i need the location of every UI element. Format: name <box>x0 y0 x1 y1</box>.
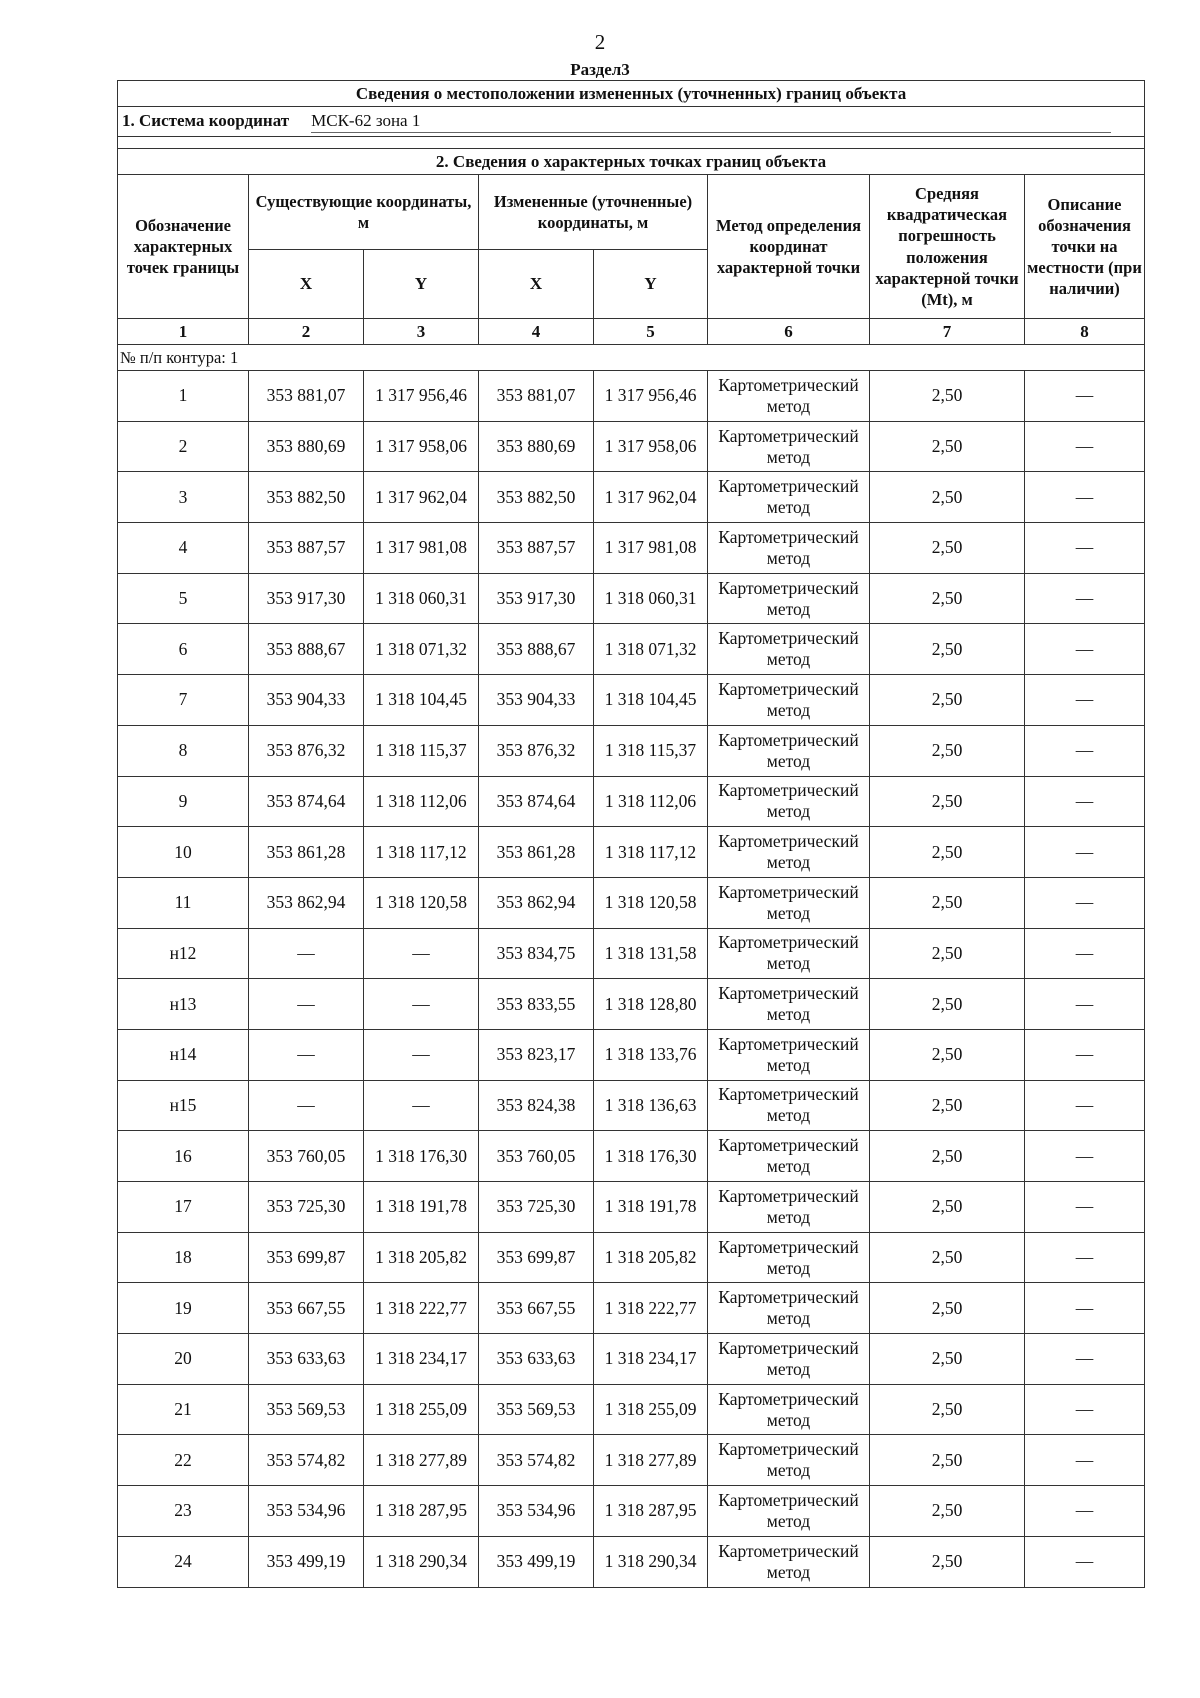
existing-x-cell: 353 881,07 <box>249 371 364 422</box>
header-existing: Существующие координаты, м <box>249 175 479 250</box>
existing-y-cell: 1 318 191,78 <box>364 1182 479 1233</box>
table-row <box>118 979 1145 1030</box>
changed-y-cell: 1 318 287,95 <box>594 1486 708 1537</box>
page-number: 2 <box>594 30 606 54</box>
table-row <box>118 725 1145 776</box>
existing-x-cell: 353 888,67 <box>249 624 364 675</box>
header-existing-x: X <box>249 250 364 319</box>
column-number: 5 <box>594 319 708 345</box>
changed-y-cell: 1 318 222,77 <box>594 1283 708 1334</box>
changed-y-cell: 1 318 128,80 <box>594 979 708 1030</box>
changed-x-cell: 353 887,57 <box>479 523 594 574</box>
contour-label: № п/п контура: 1 <box>118 345 1145 371</box>
table-title: Сведения о местоположении измененных (уточненных) границ объекта <box>118 81 1145 107</box>
error-cell: 2,50 <box>870 371 1025 422</box>
point-cell: 22 <box>118 1435 249 1486</box>
error-cell: 2,50 <box>870 472 1025 523</box>
header-point: Обозначение характерных точек границы <box>118 175 249 319</box>
point-cell: н14 <box>118 1029 249 1080</box>
changed-y-cell: 1 318 117,12 <box>594 827 708 878</box>
table-row <box>118 624 1145 675</box>
point-cell: 1 <box>118 371 249 422</box>
existing-x-cell: 353 499,19 <box>249 1536 364 1587</box>
method-cell: Картометрический метод <box>708 1080 870 1131</box>
desc-cell: — <box>1025 1334 1145 1385</box>
point-cell: н13 <box>118 979 249 1030</box>
existing-y-cell: 1 318 112,06 <box>364 776 479 827</box>
changed-y-cell: 1 318 136,63 <box>594 1080 708 1131</box>
existing-y-cell: 1 318 120,58 <box>364 877 479 928</box>
desc-cell: — <box>1025 725 1145 776</box>
header-changed-x: X <box>479 250 594 319</box>
column-number: 2 <box>249 319 364 345</box>
method-cell: Картометрический метод <box>708 776 870 827</box>
changed-x-cell: 353 667,55 <box>479 1283 594 1334</box>
changed-y-cell: 1 318 060,31 <box>594 573 708 624</box>
existing-y-cell: 1 317 958,06 <box>364 421 479 472</box>
table-row <box>118 523 1145 574</box>
point-cell: н12 <box>118 928 249 979</box>
existing-x-cell: 353 887,57 <box>249 523 364 574</box>
method-cell: Картометрический метод <box>708 1232 870 1283</box>
method-cell: Картометрический метод <box>708 877 870 928</box>
existing-y-cell: 1 318 290,34 <box>364 1536 479 1587</box>
error-cell: 2,50 <box>870 979 1025 1030</box>
header-changed: Измененные (уточненные) координаты, м <box>479 175 708 250</box>
desc-cell: — <box>1025 421 1145 472</box>
existing-y-cell: 1 317 956,46 <box>364 371 479 422</box>
existing-x-cell: 353 880,69 <box>249 421 364 472</box>
column-number: 1 <box>118 319 249 345</box>
changed-x-cell: 353 760,05 <box>479 1131 594 1182</box>
changed-y-cell: 1 318 176,30 <box>594 1131 708 1182</box>
error-cell: 2,50 <box>870 1384 1025 1435</box>
error-cell: 2,50 <box>870 523 1025 574</box>
existing-x-cell: 353 874,64 <box>249 776 364 827</box>
column-number: 3 <box>364 319 479 345</box>
existing-x-cell: 353 569,53 <box>249 1384 364 1435</box>
existing-y-cell: 1 318 205,82 <box>364 1232 479 1283</box>
existing-y-cell: — <box>364 1080 479 1131</box>
table-row <box>118 1435 1145 1486</box>
existing-x-cell: 353 904,33 <box>249 675 364 726</box>
changed-y-cell: 1 318 115,37 <box>594 725 708 776</box>
desc-cell: — <box>1025 1182 1145 1233</box>
desc-cell: — <box>1025 624 1145 675</box>
point-cell: 11 <box>118 877 249 928</box>
changed-y-cell: 1 317 981,08 <box>594 523 708 574</box>
method-cell: Картометрический метод <box>708 1486 870 1537</box>
table-row <box>118 573 1145 624</box>
point-cell: 10 <box>118 827 249 878</box>
table-row <box>118 1131 1145 1182</box>
method-cell: Картометрический метод <box>708 928 870 979</box>
error-cell: 2,50 <box>870 776 1025 827</box>
changed-y-cell: 1 317 962,04 <box>594 472 708 523</box>
method-cell: Картометрический метод <box>708 675 870 726</box>
existing-y-cell: 1 318 071,32 <box>364 624 479 675</box>
point-cell: 8 <box>118 725 249 776</box>
header-method: Метод определения координат характерной точки <box>708 175 870 319</box>
coord-system-value: МСК-62 зона 1 <box>311 111 1111 133</box>
changed-x-cell: 353 823,17 <box>479 1029 594 1080</box>
changed-y-cell: 1 318 255,09 <box>594 1384 708 1435</box>
changed-x-cell: 353 881,07 <box>479 371 594 422</box>
spacer-row <box>118 137 1145 149</box>
desc-cell: — <box>1025 573 1145 624</box>
table-row <box>118 1486 1145 1537</box>
column-number: 6 <box>708 319 870 345</box>
point-cell: 19 <box>118 1283 249 1334</box>
existing-y-cell: 1 318 117,12 <box>364 827 479 878</box>
point-cell: 2 <box>118 421 249 472</box>
existing-y-cell: 1 317 962,04 <box>364 472 479 523</box>
table-row <box>118 472 1145 523</box>
existing-x-cell: — <box>249 928 364 979</box>
section-title: Раздел3 <box>570 60 630 79</box>
changed-x-cell: 353 876,32 <box>479 725 594 776</box>
table-row <box>118 675 1145 726</box>
desc-cell: — <box>1025 1384 1145 1435</box>
method-cell: Картометрический метод <box>708 1131 870 1182</box>
desc-cell: — <box>1025 1232 1145 1283</box>
error-cell: 2,50 <box>870 624 1025 675</box>
method-cell: Картометрический метод <box>708 573 870 624</box>
header-error: Средняя квадратическая погрешность положения характерной точки (Mt), м <box>870 175 1025 319</box>
changed-x-cell: 353 833,55 <box>479 979 594 1030</box>
point-cell: 16 <box>118 1131 249 1182</box>
existing-x-cell: 353 917,30 <box>249 573 364 624</box>
changed-y-cell: 1 318 120,58 <box>594 877 708 928</box>
point-cell: 24 <box>118 1536 249 1587</box>
table-row <box>118 1029 1145 1080</box>
desc-cell: — <box>1025 1536 1145 1587</box>
table-row <box>118 1080 1145 1131</box>
existing-x-cell: 353 862,94 <box>249 877 364 928</box>
error-cell: 2,50 <box>870 1080 1025 1131</box>
changed-x-cell: 353 499,19 <box>479 1536 594 1587</box>
method-cell: Картометрический метод <box>708 472 870 523</box>
method-cell: Картометрический метод <box>708 1283 870 1334</box>
header-existing-y: Y <box>364 250 479 319</box>
table-row <box>118 1182 1145 1233</box>
table-row <box>118 1232 1145 1283</box>
method-cell: Картометрический метод <box>708 1029 870 1080</box>
point-cell: 18 <box>118 1232 249 1283</box>
point-cell: 20 <box>118 1334 249 1385</box>
changed-x-cell: 353 904,33 <box>479 675 594 726</box>
existing-x-cell: 353 725,30 <box>249 1182 364 1233</box>
existing-y-cell: — <box>364 928 479 979</box>
table-row <box>118 1334 1145 1385</box>
point-cell: 5 <box>118 573 249 624</box>
error-cell: 2,50 <box>870 421 1025 472</box>
header-changed-y: Y <box>594 250 708 319</box>
existing-x-cell: — <box>249 1080 364 1131</box>
existing-x-cell: 353 861,28 <box>249 827 364 878</box>
existing-x-cell: — <box>249 979 364 1030</box>
error-cell: 2,50 <box>870 1131 1025 1182</box>
changed-x-cell: 353 917,30 <box>479 573 594 624</box>
method-cell: Картометрический метод <box>708 523 870 574</box>
desc-cell: — <box>1025 371 1145 422</box>
column-number: 8 <box>1025 319 1145 345</box>
existing-x-cell: 353 876,32 <box>249 725 364 776</box>
error-cell: 2,50 <box>870 1182 1025 1233</box>
changed-x-cell: 353 880,69 <box>479 421 594 472</box>
error-cell: 2,50 <box>870 675 1025 726</box>
changed-y-cell: 1 318 234,17 <box>594 1334 708 1385</box>
method-cell: Картометрический метод <box>708 979 870 1030</box>
existing-y-cell: 1 317 981,08 <box>364 523 479 574</box>
desc-cell: — <box>1025 1131 1145 1182</box>
changed-y-cell: 1 318 290,34 <box>594 1536 708 1587</box>
existing-y-cell: 1 318 115,37 <box>364 725 479 776</box>
existing-y-cell: 1 318 104,45 <box>364 675 479 726</box>
changed-x-cell: 353 633,63 <box>479 1334 594 1385</box>
point-cell: 23 <box>118 1486 249 1537</box>
point-cell: н15 <box>118 1080 249 1131</box>
point-cell: 3 <box>118 472 249 523</box>
desc-cell: — <box>1025 928 1145 979</box>
desc-cell: — <box>1025 1283 1145 1334</box>
point-cell: 6 <box>118 624 249 675</box>
existing-x-cell: 353 633,63 <box>249 1334 364 1385</box>
method-cell: Картометрический метод <box>708 624 870 675</box>
desc-cell: — <box>1025 1029 1145 1080</box>
desc-cell: — <box>1025 675 1145 726</box>
error-cell: 2,50 <box>870 877 1025 928</box>
changed-x-cell: 353 534,96 <box>479 1486 594 1537</box>
changed-y-cell: 1 318 205,82 <box>594 1232 708 1283</box>
point-cell: 21 <box>118 1384 249 1435</box>
desc-cell: — <box>1025 1435 1145 1486</box>
method-cell: Картометрический метод <box>708 725 870 776</box>
changed-x-cell: 353 834,75 <box>479 928 594 979</box>
changed-y-cell: 1 318 277,89 <box>594 1435 708 1486</box>
desc-cell: — <box>1025 472 1145 523</box>
point-cell: 4 <box>118 523 249 574</box>
error-cell: 2,50 <box>870 827 1025 878</box>
error-cell: 2,50 <box>870 1232 1025 1283</box>
existing-x-cell: 353 574,82 <box>249 1435 364 1486</box>
table-row <box>118 371 1145 422</box>
table-row <box>118 421 1145 472</box>
desc-cell: — <box>1025 979 1145 1030</box>
error-cell: 2,50 <box>870 1435 1025 1486</box>
table-row <box>118 1384 1145 1435</box>
desc-cell: — <box>1025 1486 1145 1537</box>
boundary-points-table <box>117 80 1145 1588</box>
changed-y-cell: 1 318 112,06 <box>594 776 708 827</box>
existing-y-cell: — <box>364 1029 479 1080</box>
table-subtitle: 2. Сведения о характерных точках границ объекта <box>118 149 1145 175</box>
existing-x-cell: 353 534,96 <box>249 1486 364 1537</box>
changed-x-cell: 353 699,87 <box>479 1232 594 1283</box>
method-cell: Картометрический метод <box>708 421 870 472</box>
existing-y-cell: 1 318 277,89 <box>364 1435 479 1486</box>
error-cell: 2,50 <box>870 725 1025 776</box>
error-cell: 2,50 <box>870 1334 1025 1385</box>
existing-y-cell: 1 318 234,17 <box>364 1334 479 1385</box>
desc-cell: — <box>1025 877 1145 928</box>
changed-x-cell: 353 824,38 <box>479 1080 594 1131</box>
existing-y-cell: 1 318 176,30 <box>364 1131 479 1182</box>
table-row <box>118 1536 1145 1587</box>
method-cell: Картометрический метод <box>708 371 870 422</box>
table-row <box>118 776 1145 827</box>
existing-x-cell: — <box>249 1029 364 1080</box>
table-row <box>118 827 1145 878</box>
method-cell: Картометрический метод <box>708 1182 870 1233</box>
error-cell: 2,50 <box>870 1536 1025 1587</box>
method-cell: Картометрический метод <box>708 1435 870 1486</box>
method-cell: Картометрический метод <box>708 827 870 878</box>
column-number: 4 <box>479 319 594 345</box>
table-row <box>118 928 1145 979</box>
existing-x-cell: 353 882,50 <box>249 472 364 523</box>
changed-x-cell: 353 862,94 <box>479 877 594 928</box>
changed-x-cell: 353 861,28 <box>479 827 594 878</box>
existing-x-cell: 353 760,05 <box>249 1131 364 1182</box>
column-number: 7 <box>870 319 1025 345</box>
method-cell: Картометрический метод <box>708 1536 870 1587</box>
changed-y-cell: 1 318 133,76 <box>594 1029 708 1080</box>
changed-x-cell: 353 725,30 <box>479 1182 594 1233</box>
changed-y-cell: 1 318 131,58 <box>594 928 708 979</box>
existing-x-cell: 353 699,87 <box>249 1232 364 1283</box>
existing-y-cell: 1 318 287,95 <box>364 1486 479 1537</box>
desc-cell: — <box>1025 776 1145 827</box>
point-cell: 17 <box>118 1182 249 1233</box>
desc-cell: — <box>1025 523 1145 574</box>
error-cell: 2,50 <box>870 573 1025 624</box>
table-row <box>118 877 1145 928</box>
coord-system-label: 1. Система координат <box>122 110 290 130</box>
point-cell: 7 <box>118 675 249 726</box>
existing-x-cell: 353 667,55 <box>249 1283 364 1334</box>
changed-y-cell: 1 317 956,46 <box>594 371 708 422</box>
method-cell: Картометрический метод <box>708 1334 870 1385</box>
existing-y-cell: 1 318 222,77 <box>364 1283 479 1334</box>
coord-system-row <box>118 107 1145 137</box>
existing-y-cell: — <box>364 979 479 1030</box>
error-cell: 2,50 <box>870 1486 1025 1537</box>
error-cell: 2,50 <box>870 1029 1025 1080</box>
error-cell: 2,50 <box>870 1283 1025 1334</box>
table-row <box>118 1283 1145 1334</box>
point-cell: 9 <box>118 776 249 827</box>
changed-x-cell: 353 874,64 <box>479 776 594 827</box>
header-desc: Описание обозначения точки на местности (при наличии) <box>1025 175 1145 319</box>
existing-y-cell: 1 318 255,09 <box>364 1384 479 1435</box>
changed-y-cell: 1 317 958,06 <box>594 421 708 472</box>
existing-y-cell: 1 318 060,31 <box>364 573 479 624</box>
changed-y-cell: 1 318 104,45 <box>594 675 708 726</box>
changed-x-cell: 353 569,53 <box>479 1384 594 1435</box>
changed-y-cell: 1 318 191,78 <box>594 1182 708 1233</box>
changed-x-cell: 353 574,82 <box>479 1435 594 1486</box>
changed-x-cell: 353 882,50 <box>479 472 594 523</box>
desc-cell: — <box>1025 1080 1145 1131</box>
desc-cell: — <box>1025 827 1145 878</box>
changed-y-cell: 1 318 071,32 <box>594 624 708 675</box>
method-cell: Картометрический метод <box>708 1384 870 1435</box>
error-cell: 2,50 <box>870 928 1025 979</box>
changed-x-cell: 353 888,67 <box>479 624 594 675</box>
